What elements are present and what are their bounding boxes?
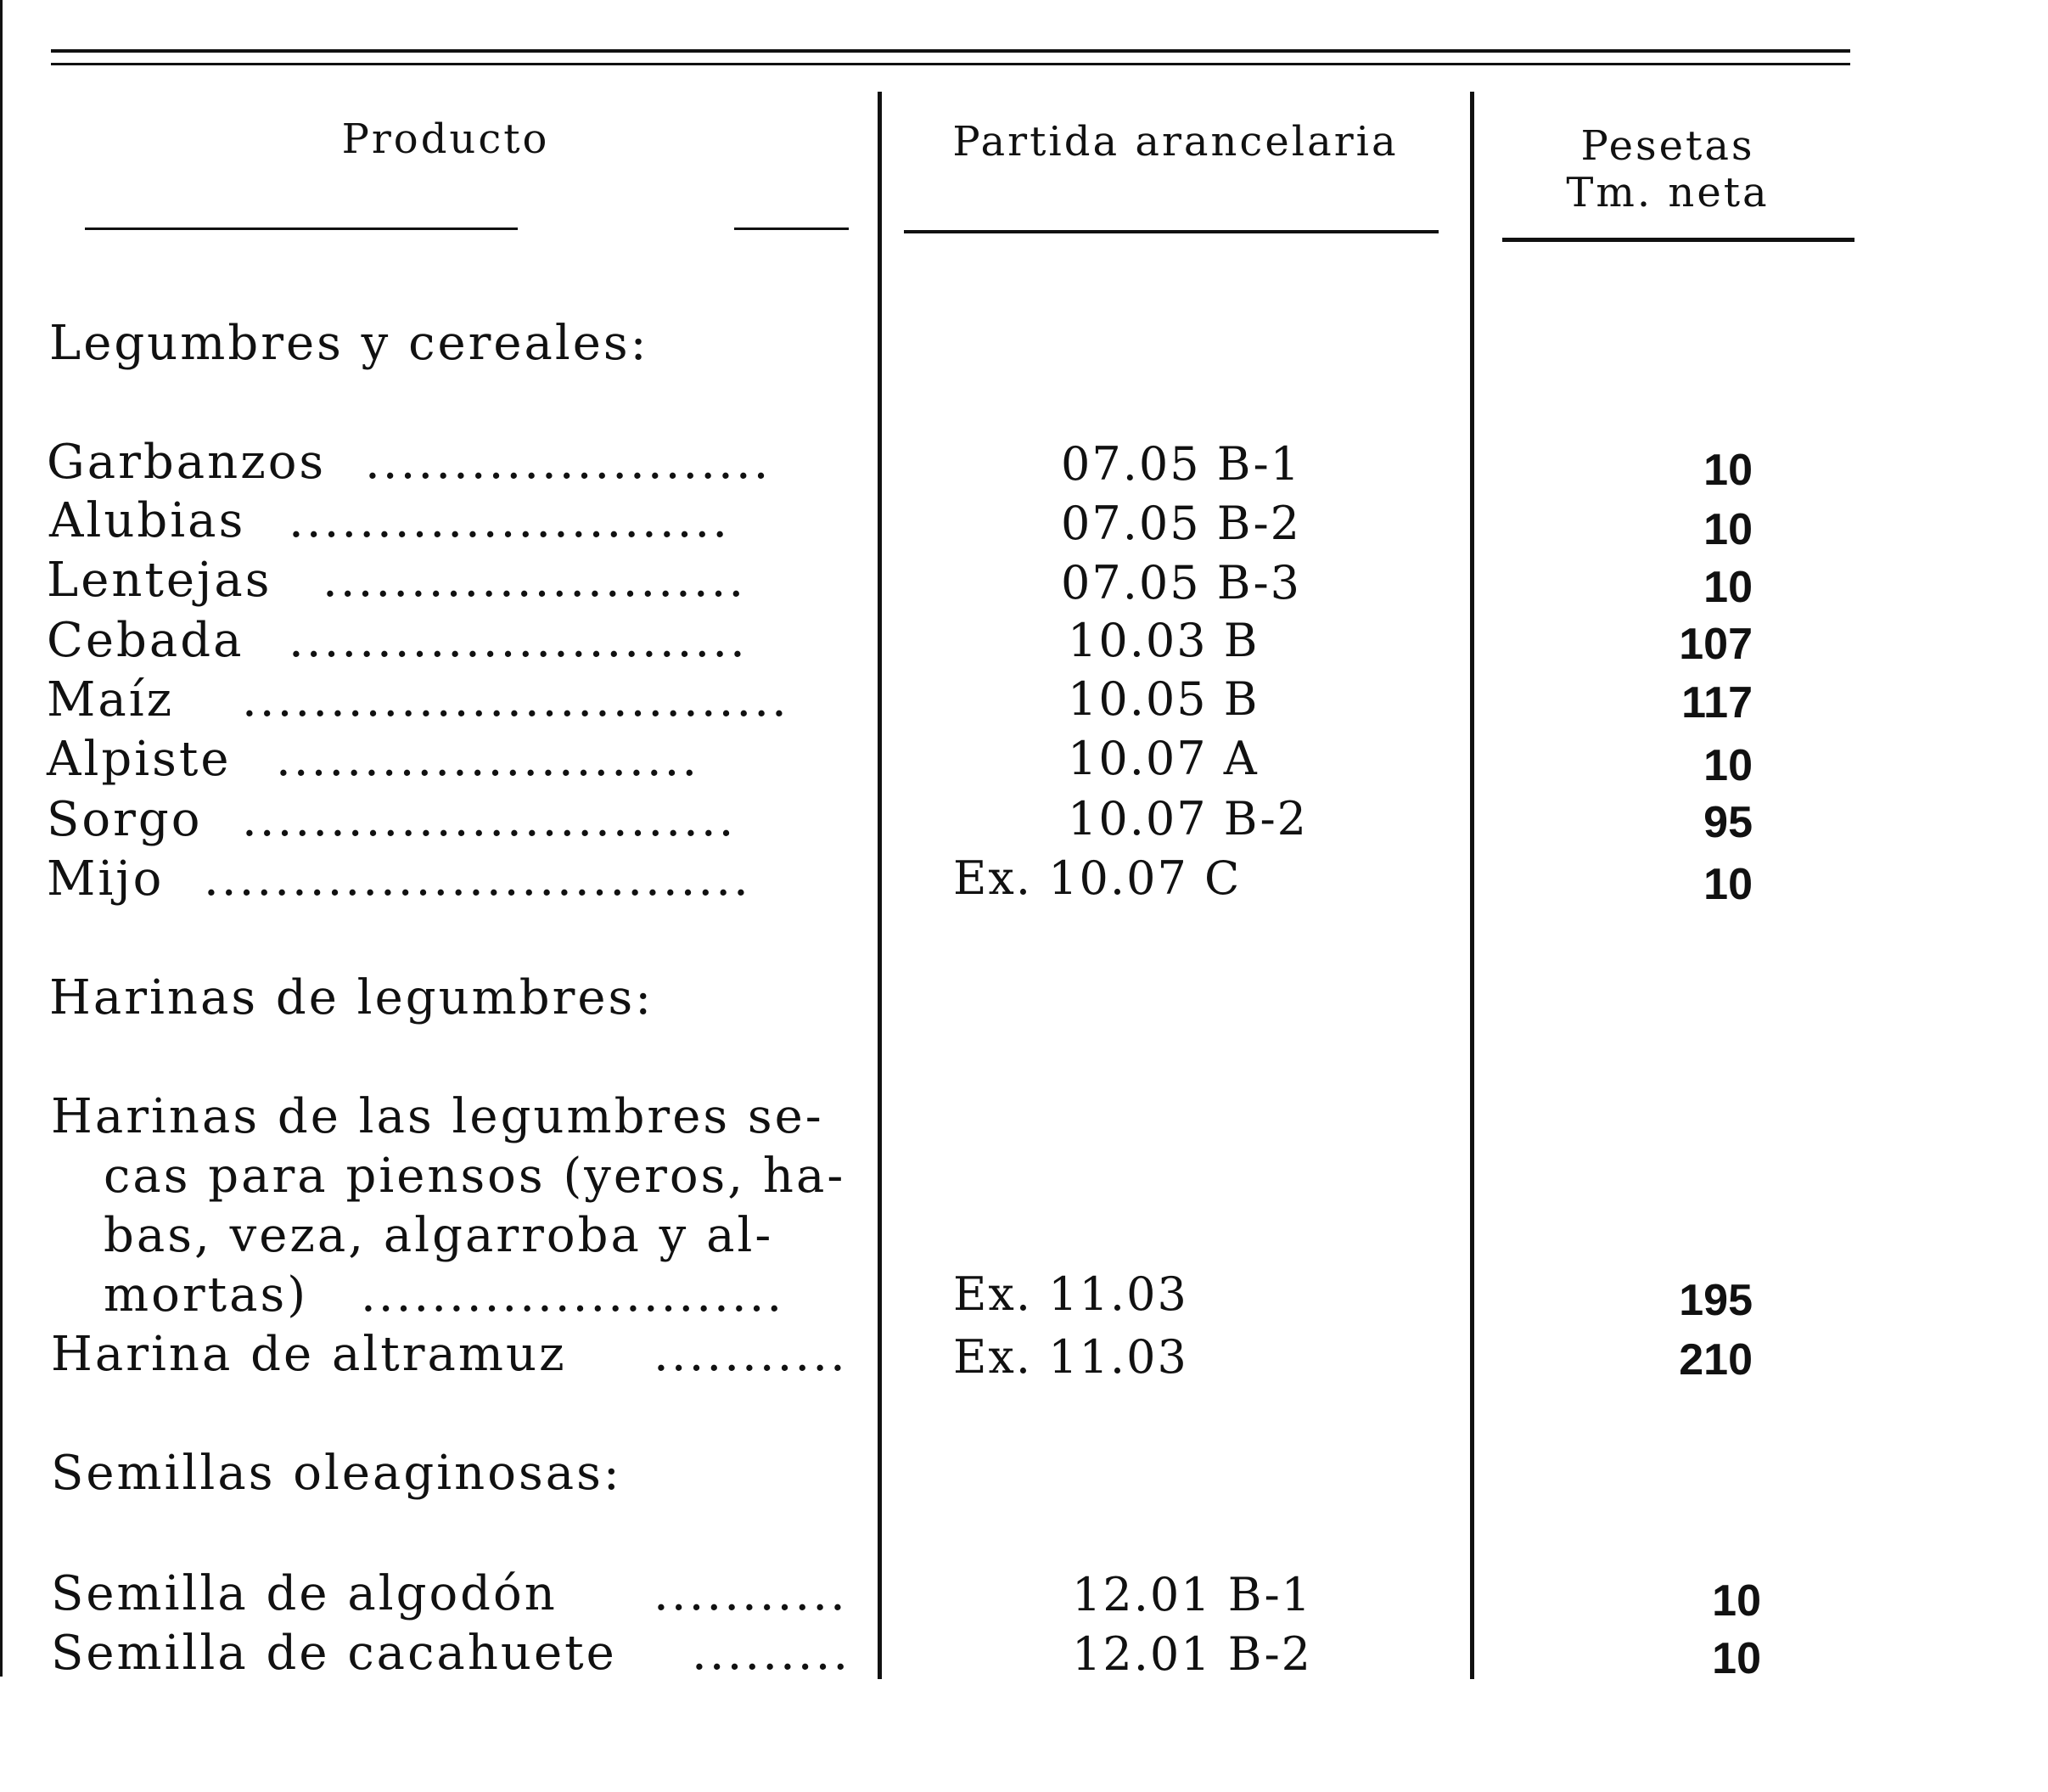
product-name: Sorgo	[47, 792, 203, 847]
tariff-code: 07.05 B-1	[1061, 437, 1302, 491]
pesetas-value: 210	[1679, 1335, 1753, 1385]
header-underline-pesetas	[1502, 238, 1854, 242]
product-name: mortas)	[104, 1267, 309, 1323]
top-rule-1	[51, 49, 1850, 53]
pesetas-value: 117	[1681, 678, 1753, 727]
dot-leader: ...............................	[204, 851, 751, 907]
product-name: Lentejas	[47, 553, 272, 608]
dot-leader: ...........	[654, 1327, 848, 1382]
pesetas-value: 10	[1712, 1576, 1761, 1626]
tariff-code: 10.07 A	[1068, 732, 1259, 785]
column-divider-1	[878, 92, 882, 1679]
tariff-code: 07.05 B-2	[1061, 497, 1302, 550]
product-name-line: Harinas de las legumbres se-	[51, 1089, 824, 1144]
tariff-code: Ex. 11.03	[953, 1330, 1188, 1384]
dot-leader: .........	[692, 1626, 851, 1681]
dot-leader: ............................	[242, 792, 737, 847]
dot-leader: ........................	[323, 553, 747, 608]
header-underline-tariff	[904, 230, 1439, 233]
pesetas-value: 10	[1703, 505, 1753, 554]
pesetas-value: 10	[1703, 860, 1753, 909]
header-pesetas-line1: Pesetas	[1580, 122, 1755, 170]
tariff-code: Ex. 10.07 C	[953, 851, 1242, 905]
pesetas-value: 10	[1703, 741, 1753, 790]
column-divider-2	[1470, 92, 1474, 1679]
section-title: Harinas de legumbres:	[49, 970, 654, 1025]
top-rule-2	[51, 63, 1850, 65]
tariff-code: 10.03 B	[1068, 614, 1260, 667]
dot-leader: .........................	[289, 493, 731, 548]
product-name: Cebada	[47, 613, 244, 668]
product-name-line: bas, veza, algarroba y al-	[104, 1208, 774, 1263]
pesetas-value: 195	[1679, 1276, 1753, 1325]
product-name: Maíz	[47, 672, 175, 727]
header-tariff: Partida arancelaria	[952, 118, 1399, 166]
tariff-code: 07.05 B-3	[1061, 556, 1302, 610]
product-name: Semilla de algodón	[51, 1566, 558, 1621]
product-name: Alubias	[49, 493, 246, 548]
pesetas-value: 10	[1703, 446, 1753, 495]
tariff-code: Ex. 11.03	[953, 1267, 1188, 1321]
product-name: Mijo	[47, 851, 165, 907]
dot-leader: .......................	[365, 435, 772, 490]
product-name: Garbanzos	[47, 435, 327, 490]
left-border	[0, 0, 3, 1677]
product-name: Alpiste	[47, 732, 232, 787]
pesetas-value: 10	[1703, 563, 1753, 612]
header-underline-product-b	[734, 228, 849, 230]
pesetas-value: 95	[1703, 798, 1753, 847]
header-underline-product-a	[85, 228, 518, 230]
tariff-code: 10.07 B-2	[1068, 792, 1309, 845]
dot-leader: ........................	[276, 732, 700, 787]
section-title: Legumbres y cereales:	[49, 316, 649, 371]
tariff-code: 12.01 B-1	[1072, 1568, 1313, 1621]
product-name-line: cas para piensos (yeros, ha-	[104, 1149, 846, 1204]
product-name: Harina de altramuz	[51, 1327, 567, 1382]
dot-leader: ..........................	[289, 613, 748, 668]
pesetas-value: 107	[1679, 620, 1753, 669]
dot-leader: ........................	[361, 1267, 785, 1323]
header-product: Producto	[341, 115, 550, 163]
tariff-code: 10.05 B	[1068, 672, 1260, 726]
section-title: Semillas oleaginosas:	[51, 1446, 622, 1501]
dot-leader: ...............................	[242, 672, 789, 727]
tariff-code: 12.01 B-2	[1072, 1627, 1313, 1681]
dot-leader: ...........	[654, 1566, 848, 1621]
product-name: Semilla de cacahuete	[51, 1626, 617, 1681]
header-pesetas-line2: Tm. neta	[1566, 169, 1770, 216]
pesetas-value: 10	[1712, 1634, 1761, 1683]
